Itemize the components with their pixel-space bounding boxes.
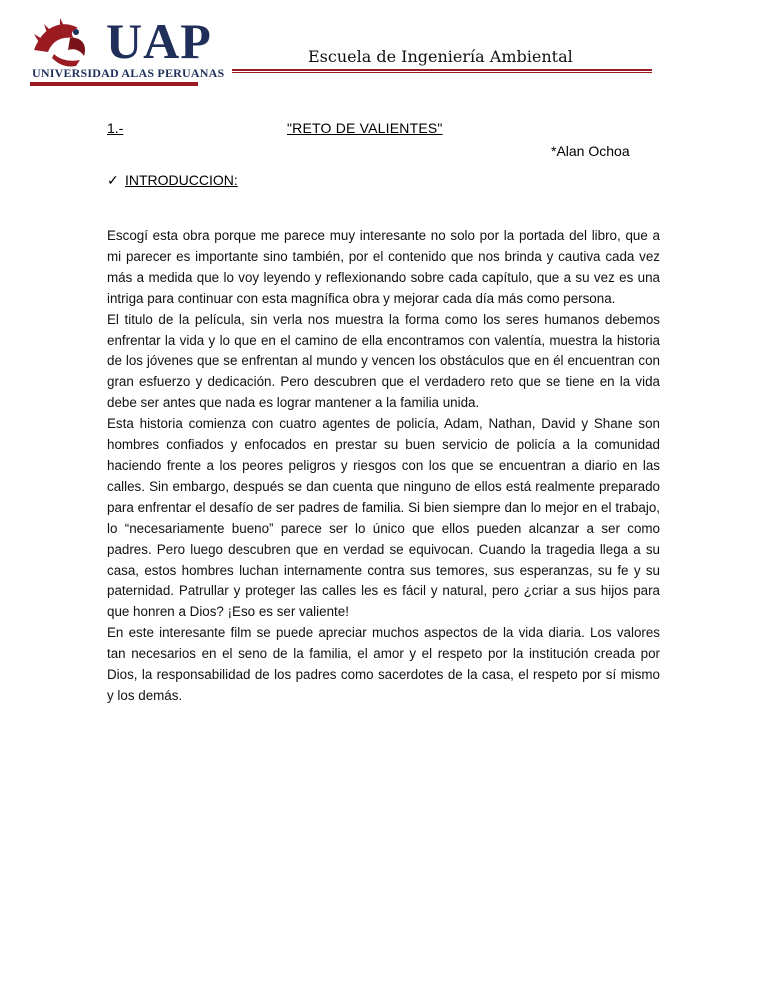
item-number: 1.- — [107, 120, 124, 136]
section-heading — [107, 172, 238, 188]
logo-underline — [30, 82, 198, 86]
header-divider — [232, 69, 652, 71]
author-name: *Alan Ochoa — [551, 143, 630, 159]
paragraph: Escogí esta obra porque me parece muy interesante no solo por la portada del libro, que a mi parecer es importante sino también, por el contenido que nos brinda y cautiva cada vez más a medida que lo voy leyendo y reflexionando sobre cada capítulo, que a su vez es una intriga para continuar con esta magnífica obra y mejorar cada día más como persona. — [107, 228, 660, 306]
document-body — [107, 226, 660, 707]
section-heading-label: INTRODUCCION: — [125, 172, 238, 188]
university-logo — [30, 13, 225, 90]
school-name: Escuela de Ingeniería Ambiental — [308, 47, 573, 66]
document-title: "RETO DE VALIENTES" — [287, 120, 443, 136]
paragraph: Esta historia comienza con cuatro agentes de policía, Adam, Nathan, David y Shane son hombres confiados y enfocados en prestar su buen servicio de policía a la comunidad haciendo frente a los peores peligros y riesgos con los que se encuentran a diario en las calles. Sin embargo, después se dan cuenta que ninguno de ellos está realmente preparado para enfrentar el desafío de ser padres de familia. Si bien siempre dan lo mejor en el trabajo, lo “necesariamente bueno” parece ser lo único que ellos pueden alcanzar a ser como padres. Pero luego descubren que en verdad se equivocan. Cuando la tragedia llega a su casa, estos hombres luchan internamente contra sus temores, sus esperanzas, su fe y su paternidad. Patrullar y proteger las calles les es fácil y natural, pero ¿criar a sus hijos para que honren a Dios? ¡Eso es ser valiente! — [107, 416, 660, 620]
paragraph: En este interesante film se puede apreciar muchos aspectos de la vida diaria. Los valores tan necesarios en el seno de la familia, el amor y el respeto por la institución creada por Dios, la responsabilidad de los padres como sacerdotes de la casa, el respeto por sí mismo y los demás. — [107, 625, 660, 703]
checkmark-icon: ✓ — [107, 172, 119, 188]
logo-wordmark: UAP — [106, 13, 212, 69]
header-divider-thin — [232, 72, 652, 73]
paragraph: El titulo de la película, sin verla nos muestra la forma como los seres humanos debemos enfrentar la vida y lo que en el camino de ella encontramos con valentía, muestra la historia de los jóvenes que se enfrentan al mundo y vencen los obstáculos que en él encuentran con gran esfuerzo y dedicación. Pero descubren que el verdadero reto que se tiene en la vida debe ser antes que nada es lograr mantener a la familia unida. — [107, 311, 660, 411]
logo-subtitle: UNIVERSIDAD ALAS PERUANAS — [32, 66, 225, 80]
eagle-emblem-icon — [30, 14, 110, 70]
